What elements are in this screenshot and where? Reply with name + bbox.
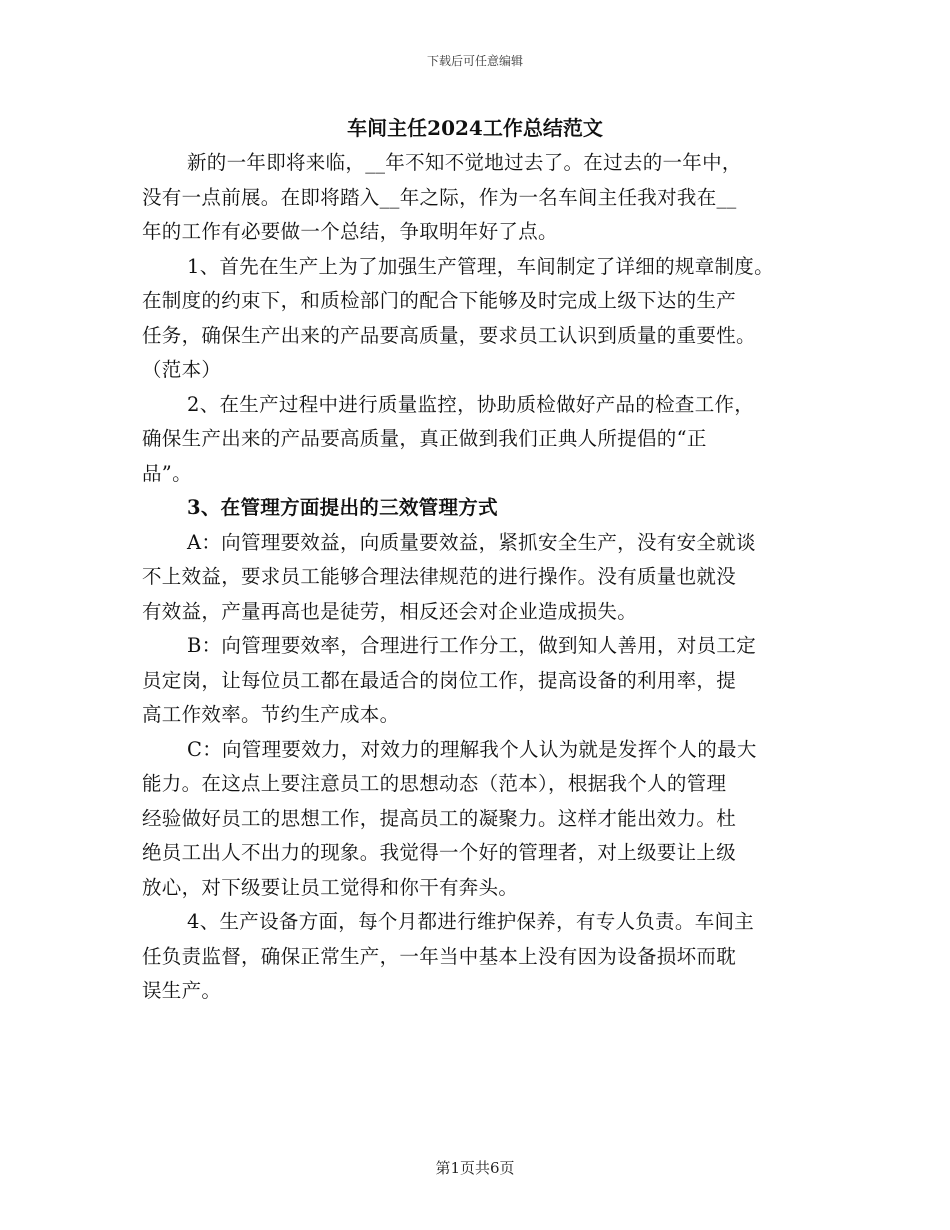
paragraph-line: 不上效益，要求员工能够合理法律规范的进行操作。没有质量也就没 [142, 565, 737, 588]
section-heading-line: 3、在管理方面提出的三效管理方式 [187, 496, 498, 519]
paragraph-line: 2、在生产过程中进行质量监控，协助质检做好产品的检查工作， [187, 392, 755, 416]
paragraph-line: 高工作效率。节约生产成本。 [142, 703, 400, 726]
paragraph-line: 任务，确保生产出来的产品要高质量，要求员工认识到质量的重要性。 [142, 323, 756, 347]
section-heading-3 [142, 491, 832, 526]
paragraph-line: 误生产。 [142, 979, 222, 1002]
paragraph-line: （范本） [142, 358, 222, 381]
paragraph-line: A：向管理要效益，向质量要效益，紧抓安全生产，没有安全就谈 [187, 530, 756, 554]
paragraph-line: 1、首先在生产上为了加强生产管理，车间制定了详细的规章制度。 [187, 254, 774, 278]
paragraph-a [142, 526, 832, 630]
paragraph-line: 能力。在这点上要注意员工的思想动态（范本），根据我个人的管理 [142, 772, 727, 795]
paragraph-line: 新的一年即将来临，__年不知不觉地过去了。在过去的一年中， [187, 151, 742, 174]
document-title: 车间主任2024工作总结范文 [347, 116, 603, 140]
paragraph-line: 年的工作有必要做一个总结，争取明年好了点。 [142, 220, 558, 243]
page-header: 下载后可任意编辑 [426, 54, 523, 68]
paragraph-line: 有效益，产量再高也是徒劳，相反还会对企业造成损失。 [142, 599, 638, 623]
paragraph-line: 经验做好员工的思想工作，提高员工的凝聚力。这样才能出效力。杜 [142, 806, 737, 830]
paragraph-1 [142, 250, 832, 388]
paragraph-2 [142, 388, 832, 492]
paragraph-b [142, 629, 832, 733]
paragraph-line: B：向管理要效率，合理进行工作分工，做到知人善用，对员工定 [187, 634, 757, 657]
paragraph-4 [142, 905, 832, 1009]
paragraph-line: 员定岗，让每位员工都在最适合的岗位工作，提高设备的利用率，提 [142, 668, 737, 692]
paragraph-line: 任负责监督，确保正常生产，一年当中基本上没有因为设备损坏而耽 [142, 944, 737, 968]
paragraph-line: 放心，对下级要让员工觉得和你干有奔头。 [142, 875, 519, 899]
paragraph-line: 绝员工出人不出力的现象。我觉得一个好的管理者，对上级要让上级 [142, 841, 737, 864]
paragraph-line: 没有一点前展。在即将踏入__年之际，作为一名车间主任我对我在__ [142, 185, 737, 209]
page-number-footer: 第1页共6页 [435, 1159, 515, 1177]
paragraph-line: C：向管理要效力，对效力的理解我个人认为就是发挥个人的最大 [187, 737, 757, 761]
paragraph-c [142, 733, 832, 906]
paragraph-line: 确保生产出来的产品要高质量，真正做到我们正典人所提倡的“正 [142, 427, 707, 450]
paragraph-intro [142, 146, 832, 250]
paragraph-line: 在制度的约束下，和质检部门的配合下能够及时完成上级下达的生产 [142, 289, 737, 312]
paragraph-line: 品”。 [142, 461, 192, 485]
paragraph-line: 4、生产设备方面，每个月都进行维护保养，有专人负责。车间主 [187, 910, 755, 933]
document-body [142, 146, 832, 1009]
